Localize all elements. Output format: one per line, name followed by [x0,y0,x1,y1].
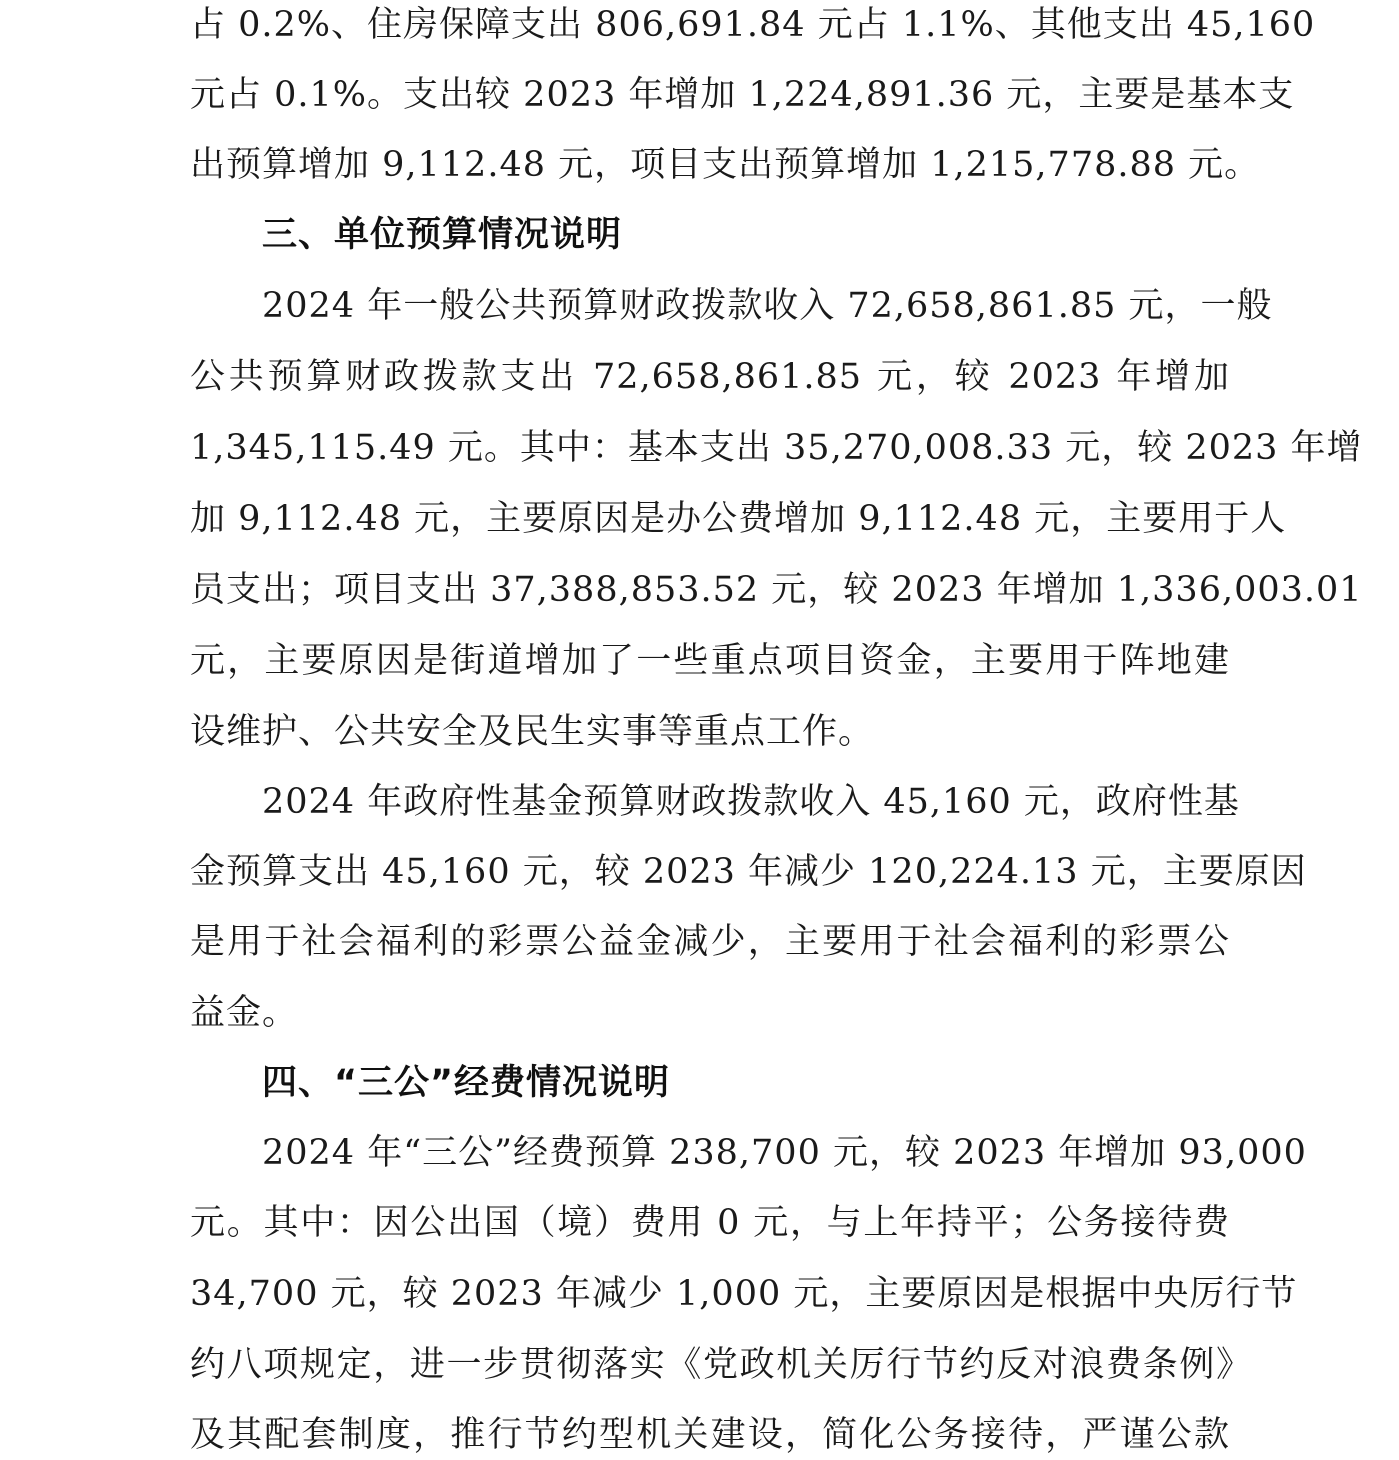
paragraph-line: 出预算增加 9,112.48 元，项目支出预算增加 1,215,778.88 元。 [190,145,1261,185]
paragraph-line: 及其配套制度，推行节约型机关建设，简化公务接待，严谨公款 [190,1415,1230,1455]
paragraph-line: 益金。 [190,993,299,1033]
paragraph-line: 2024 年政府性基金预算财政拨款收入 45,160 元，政府性基 [262,782,1240,822]
paragraph-line: 金预算支出 45,160 元，较 2023 年减少 120,224.13 元，主要原因 [190,852,1307,892]
paragraph-line: 1,345,115.49 元。其中：基本支出 35,270,008.33 元，较 2023 年增 [190,428,1363,468]
paragraph-line: 2024 年一般公共预算财政拨款收入 72,658,861.85 元，一般 [262,286,1273,326]
section-heading: 三、单位预算情况说明 [262,215,623,255]
paragraph-line: 公共预算财政拨款支出 72,658,861.85 元，较 2023 年增加 [190,357,1230,397]
paragraph-line: 设维护、公共安全及民生实事等重点工作。 [190,712,875,752]
paragraph-line: 加 9,112.48 元，主要原因是办公费增加 9,112.48 元，主要用于人 [190,499,1287,539]
paragraph-line: 2024 年“三公”经费预算 238,700 元，较 2023 年增加 93,000 [262,1133,1307,1173]
paragraph-line: 元，主要原因是街道增加了一些重点项目资金，主要用于阵地建 [190,641,1230,681]
paragraph-line: 34,700 元，较 2023 年减少 1,000 元，主要原因是根据中央厉行节 [190,1274,1298,1314]
paragraph-line: 元。其中：因公出国（境）费用 0 元，与上年持平；公务接待费 [190,1203,1230,1243]
paragraph-line: 是用于社会福利的彩票公益金减少，主要用于社会福利的彩票公 [190,922,1230,962]
paragraph-line: 员支出；项目支出 37,388,853.52 元，较 2023 年增加 1,336,003.01 [190,570,1363,610]
section-heading: 四、“三公”经费情况说明 [262,1063,671,1103]
paragraph-line: 约八项规定，进一步贯彻落实《党政机关厉行节约反对浪费条例》 [190,1345,1252,1385]
paragraph-line: 元占 0.1%。支出较 2023 年增加 1,224,891.36 元，主要是基本支 [190,75,1295,115]
paragraph-line: 占 0.2%、住房保障支出 806,691.84 元占 1.1%、其他支出 45,160 [190,5,1316,45]
